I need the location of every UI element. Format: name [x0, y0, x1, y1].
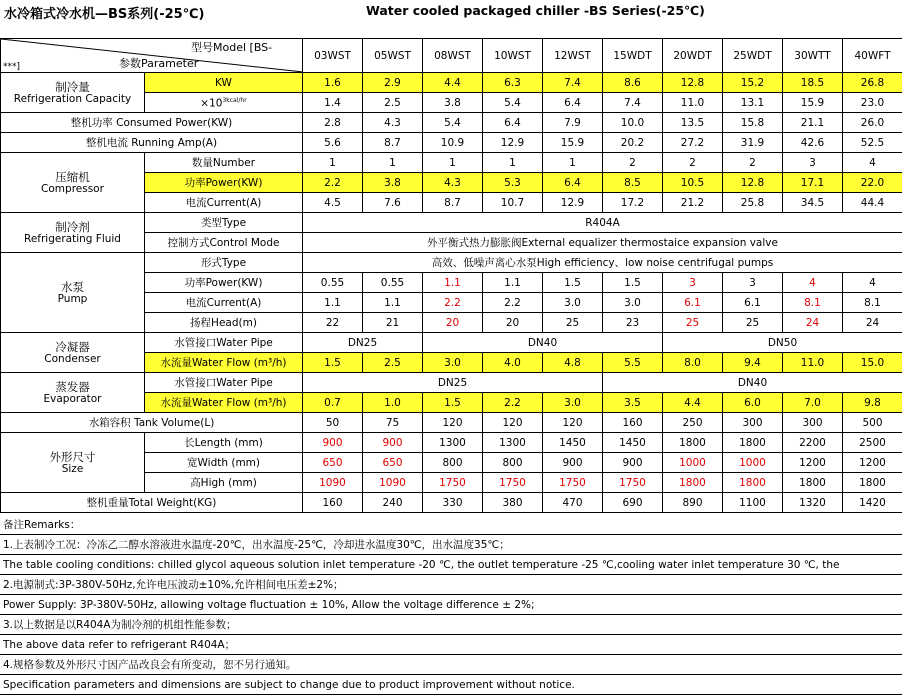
- cond-group-label: [1, 333, 145, 373]
- pump-current-value: 6.1: [663, 293, 723, 313]
- kcal-sup: 3kcal/hr: [222, 97, 246, 104]
- kcal-base: ×10: [200, 98, 222, 110]
- pump-power-value: 3: [723, 273, 783, 293]
- comp-current-value: 10.7: [483, 193, 543, 213]
- group-label-en: Condenser: [1, 353, 144, 365]
- cond-flow-value: 8.0: [663, 353, 723, 373]
- group-label-en: Compressor: [1, 183, 144, 195]
- comp-group-label: [1, 153, 145, 213]
- remark-line: Specification parameters and dimensions are subject to change due to product improvement without notice.: [0, 675, 902, 695]
- evap-flow-value: 3.0: [543, 393, 603, 413]
- ref-ctrl-value: 外平衡式热力膨胀阀External equalizer thermostaice expansion valve: [303, 233, 902, 253]
- len-value: 1300: [483, 433, 543, 453]
- tank-label: 水箱容积 Tank Volume(L): [1, 413, 303, 433]
- cap-kw-value: 1.6: [303, 73, 363, 93]
- cap-kcal-value: 13.1: [723, 93, 783, 113]
- cond-flow-value: 4.0: [483, 353, 543, 373]
- remark-line: The table cooling conditions: chilled glycol aqueous solution inlet temperature -20 ℃, the outlet temperature -25 ℃,cooling water inlet temperature 30 ℃, the: [0, 555, 902, 575]
- pump-current-value: 6.1: [723, 293, 783, 313]
- remark-line: Power Supply: 3P-380V-50Hz, allowing voltage fluctuation ± 10%, Allow the voltage difference ± 2%;: [0, 595, 902, 615]
- group-label-en: Pump: [1, 293, 144, 305]
- pump-head-value: 20: [483, 313, 543, 333]
- remark-line: 1.上表制冷工况：冷冻乙二醇水溶液进水温度-20℃，出水温度-25℃，冷却进水温度30℃，出水温度35℃；: [0, 535, 902, 555]
- pump-power-value: 3: [663, 273, 723, 293]
- evap-flow-value: 3.5: [603, 393, 663, 413]
- group-label-cn: 制冷剂: [1, 221, 144, 233]
- title-row: [0, 0, 902, 36]
- amp-value: 42.6: [783, 133, 843, 153]
- comp-power-value: 5.3: [483, 173, 543, 193]
- cond-pipe-label: 水管接口Water Pipe: [145, 333, 303, 353]
- model-column-header: 40WFT: [843, 39, 902, 73]
- comp-power-value: 12.8: [723, 173, 783, 193]
- group-label-en: Refrigerating Fluid: [1, 233, 144, 245]
- title-chinese: 水冷箱式冷水机—BS系列(-25℃): [4, 3, 204, 22]
- weight-row: [1, 493, 902, 513]
- len-value: 2200: [783, 433, 843, 453]
- group-label-cn: 外形尺寸: [1, 451, 144, 463]
- cap-kw-label: KW: [145, 73, 303, 93]
- pump-power-label: 功率Power(KW): [145, 273, 303, 293]
- spec-table: [0, 38, 902, 513]
- cap-kw-value: 12.8: [663, 73, 723, 93]
- pump-current-value: 8.1: [843, 293, 902, 313]
- cond-flow-value: 1.5: [303, 353, 363, 373]
- group-label-en: Size: [1, 463, 144, 475]
- title-english: Water cooled packaged chiller -BS Series(-25℃): [366, 3, 705, 18]
- comp-power-value: 10.5: [663, 173, 723, 193]
- model-parameter-header: [1, 39, 303, 73]
- len-value: 900: [363, 433, 423, 453]
- amp-row: [1, 133, 902, 153]
- remark-line: 3.以上数据是以R404A为制冷剂的机组性能参数；: [0, 615, 902, 635]
- pump-current-value: 1.1: [363, 293, 423, 313]
- amp-value: 31.9: [723, 133, 783, 153]
- comp-current-value: 21.2: [663, 193, 723, 213]
- remark-line: 4.规格参数及外形尺寸因产品改良会有所变动，恕不另行通知。: [0, 655, 902, 675]
- cap-group-label: [1, 73, 145, 113]
- amp-value: 20.2: [603, 133, 663, 153]
- weight-value: 330: [423, 493, 483, 513]
- amp-label: 整机电流 Running Amp(A): [1, 133, 303, 153]
- cond-flow-value: 2.5: [363, 353, 423, 373]
- pump-head-value: 25: [723, 313, 783, 333]
- comp-num-value: 2: [723, 153, 783, 173]
- cond-pipe-row: [1, 333, 902, 353]
- high-value: 1090: [303, 473, 363, 493]
- cap-kw-value: 4.4: [423, 73, 483, 93]
- pump-power-value: 0.55: [363, 273, 423, 293]
- spec-table-body: [1, 39, 902, 513]
- pump-power-value: 1.1: [423, 273, 483, 293]
- high-value: 1750: [603, 473, 663, 493]
- power-value: 7.9: [543, 113, 603, 133]
- group-label-cn: 压缩机: [1, 171, 144, 183]
- len-label: 长Length (mm): [145, 433, 303, 453]
- wid-value: 1000: [663, 453, 723, 473]
- pump-type-label: 形式Type: [145, 253, 303, 273]
- pump-power-value: 4: [783, 273, 843, 293]
- param-label: 参数Parameter: [119, 58, 198, 70]
- evap-pipe-value: DN40: [603, 373, 902, 393]
- amp-value: 10.9: [423, 133, 483, 153]
- weight-value: 1320: [783, 493, 843, 513]
- pump-current-value: 8.1: [783, 293, 843, 313]
- wid-value: 800: [423, 453, 483, 473]
- model-column-header: 10WST: [483, 39, 543, 73]
- pump-head-value: 24: [843, 313, 902, 333]
- model-column-header: 25WDT: [723, 39, 783, 73]
- comp-power-value: 17.1: [783, 173, 843, 193]
- comp-num-value: 4: [843, 153, 902, 173]
- cap-kcal-value: 2.5: [363, 93, 423, 113]
- len-value: 1450: [603, 433, 663, 453]
- pump-power-value: 0.55: [303, 273, 363, 293]
- cap-kcal-value: 7.4: [603, 93, 663, 113]
- model-suffix: ***]: [3, 61, 20, 73]
- tank-value: 300: [723, 413, 783, 433]
- ref-type-row: [1, 213, 902, 233]
- evap-group-label: [1, 373, 145, 413]
- power-value: 5.4: [423, 113, 483, 133]
- comp-current-value: 34.5: [783, 193, 843, 213]
- cap-kw-value: 18.5: [783, 73, 843, 93]
- power-row: [1, 113, 902, 133]
- cond-pipe-value: DN50: [663, 333, 902, 353]
- ref-ctrl-label: 控制方式Control Mode: [145, 233, 303, 253]
- pump-head-value: 22: [303, 313, 363, 333]
- high-value: 1750: [543, 473, 603, 493]
- group-label-cn: 冷凝器: [1, 341, 144, 353]
- high-value: 1800: [663, 473, 723, 493]
- ref-type-label: 类型Type: [145, 213, 303, 233]
- len-row: [1, 433, 902, 453]
- pump-current-value: 3.0: [543, 293, 603, 313]
- comp-num-value: 1: [543, 153, 603, 173]
- cap-kcal-value: 15.9: [783, 93, 843, 113]
- pump-current-value: 1.1: [303, 293, 363, 313]
- wid-value: 1200: [843, 453, 902, 473]
- cap-kw-row: [1, 73, 902, 93]
- comp-current-value: 8.7: [423, 193, 483, 213]
- pump-current-value: 3.0: [603, 293, 663, 313]
- comp-num-value: 1: [363, 153, 423, 173]
- cap-kw-value: 2.9: [363, 73, 423, 93]
- pump-head-value: 20: [423, 313, 483, 333]
- tank-value: 500: [843, 413, 902, 433]
- power-value: 26.0: [843, 113, 902, 133]
- pump-power-value: 1.5: [543, 273, 603, 293]
- cond-flow-label: 水流量Water Flow (m³/h): [145, 353, 303, 373]
- cond-flow-value: 9.4: [723, 353, 783, 373]
- evap-flow-value: 0.7: [303, 393, 363, 413]
- pump-head-value: 21: [363, 313, 423, 333]
- wid-label: 宽Width (mm): [145, 453, 303, 473]
- cond-pipe-value: DN40: [423, 333, 663, 353]
- pump-type-value: 高效、低噪声离心水泵High efficiency、low noise centrifugal pumps: [303, 253, 902, 273]
- high-value: 1750: [423, 473, 483, 493]
- cap-kw-value: 15.2: [723, 73, 783, 93]
- amp-value: 52.5: [843, 133, 902, 153]
- power-value: 4.3: [363, 113, 423, 133]
- wid-value: 800: [483, 453, 543, 473]
- high-value: 1800: [783, 473, 843, 493]
- model-column-header: 12WST: [543, 39, 603, 73]
- cap-kw-value: 8.6: [603, 73, 663, 93]
- comp-num-value: 1: [303, 153, 363, 173]
- tank-value: 120: [483, 413, 543, 433]
- comp-power-value: 3.8: [363, 173, 423, 193]
- weight-label: 整机重量Total Weight(KG): [1, 493, 303, 513]
- power-value: 10.0: [603, 113, 663, 133]
- tank-value: 75: [363, 413, 423, 433]
- comp-num-value: 3: [783, 153, 843, 173]
- pump-current-label: 电流Current(A): [145, 293, 303, 313]
- weight-value: 890: [663, 493, 723, 513]
- comp-power-value: 2.2: [303, 173, 363, 193]
- high-value: 1750: [483, 473, 543, 493]
- pump-type-row: [1, 253, 902, 273]
- pump-head-value: 25: [663, 313, 723, 333]
- cond-flow-value: 15.0: [843, 353, 902, 373]
- cond-pipe-value: DN25: [303, 333, 423, 353]
- pump-current-value: 2.2: [483, 293, 543, 313]
- len-value: 1450: [543, 433, 603, 453]
- cap-kcal-value: 11.0: [663, 93, 723, 113]
- model-column-header: 15WDT: [603, 39, 663, 73]
- header-row: [1, 39, 902, 73]
- tank-row: [1, 413, 902, 433]
- evap-flow-value: 6.0: [723, 393, 783, 413]
- len-value: 2500: [843, 433, 902, 453]
- weight-value: 380: [483, 493, 543, 513]
- len-value: 1800: [723, 433, 783, 453]
- comp-num-label: 数量Number: [145, 153, 303, 173]
- power-value: 13.5: [663, 113, 723, 133]
- amp-value: 27.2: [663, 133, 723, 153]
- len-value: 900: [303, 433, 363, 453]
- evap-flow-label: 水流量Water Flow (m³/h): [145, 393, 303, 413]
- evap-pipe-row: [1, 373, 902, 393]
- cap-kcal-label: [145, 93, 303, 113]
- pump-head-value: 25: [543, 313, 603, 333]
- len-value: 1300: [423, 433, 483, 453]
- wid-value: 650: [363, 453, 423, 473]
- wid-value: 1200: [783, 453, 843, 473]
- evap-flow-value: 1.5: [423, 393, 483, 413]
- evap-flow-value: 4.4: [663, 393, 723, 413]
- pump-group-label: [1, 253, 145, 333]
- remark-line: 备注Remarks：: [0, 515, 902, 535]
- amp-value: 15.9: [543, 133, 603, 153]
- power-value: 2.8: [303, 113, 363, 133]
- comp-current-value: 4.5: [303, 193, 363, 213]
- power-value: 15.8: [723, 113, 783, 133]
- evap-flow-value: 7.0: [783, 393, 843, 413]
- cap-kcal-value: 3.8: [423, 93, 483, 113]
- comp-current-value: 25.8: [723, 193, 783, 213]
- group-label-en: Evaporator: [1, 393, 144, 405]
- wid-value: 900: [603, 453, 663, 473]
- model-column-header: 30WTT: [783, 39, 843, 73]
- cond-flow-value: 5.5: [603, 353, 663, 373]
- evap-flow-value: 2.2: [483, 393, 543, 413]
- weight-value: 1100: [723, 493, 783, 513]
- comp-num-row: [1, 153, 902, 173]
- tank-value: 250: [663, 413, 723, 433]
- group-label-cn: 制冷量: [1, 81, 144, 93]
- pump-head-value: 24: [783, 313, 843, 333]
- comp-current-value: 12.9: [543, 193, 603, 213]
- remark-line: The above data refer to refrigerant R404A；: [0, 635, 902, 655]
- cap-kcal-value: 5.4: [483, 93, 543, 113]
- ref-type-value: R404A: [303, 213, 902, 233]
- wid-value: 900: [543, 453, 603, 473]
- group-label-cn: 水泵: [1, 281, 144, 293]
- tank-value: 300: [783, 413, 843, 433]
- high-label: 高High (mm): [145, 473, 303, 493]
- tank-value: 50: [303, 413, 363, 433]
- cap-kw-value: 26.8: [843, 73, 902, 93]
- cap-kw-value: 6.3: [483, 73, 543, 93]
- cond-flow-value: 3.0: [423, 353, 483, 373]
- weight-value: 470: [543, 493, 603, 513]
- model-column-header: 03WST: [303, 39, 363, 73]
- cond-flow-value: 11.0: [783, 353, 843, 373]
- comp-current-value: 44.4: [843, 193, 902, 213]
- cap-kcal-value: 6.4: [543, 93, 603, 113]
- pump-head-value: 23: [603, 313, 663, 333]
- comp-power-value: 6.4: [543, 173, 603, 193]
- comp-power-value: 22.0: [843, 173, 902, 193]
- wid-value: 650: [303, 453, 363, 473]
- weight-value: 160: [303, 493, 363, 513]
- evap-pipe-value: DN25: [303, 373, 603, 393]
- group-label-cn: 蒸发器: [1, 381, 144, 393]
- cond-flow-value: 4.8: [543, 353, 603, 373]
- high-value: 1800: [843, 473, 902, 493]
- comp-num-value: 1: [423, 153, 483, 173]
- evap-flow-value: 9.8: [843, 393, 902, 413]
- comp-power-value: 8.5: [603, 173, 663, 193]
- amp-value: 12.9: [483, 133, 543, 153]
- high-value: 1800: [723, 473, 783, 493]
- pump-power-value: 1.5: [603, 273, 663, 293]
- comp-power-value: 4.3: [423, 173, 483, 193]
- model-column-header: 05WST: [363, 39, 423, 73]
- len-value: 1800: [663, 433, 723, 453]
- power-value: 6.4: [483, 113, 543, 133]
- remark-line: 2.电源制式:3P-380V-50Hz,允许电压波动±10%,允许相间电压差±2%；: [0, 575, 902, 595]
- evap-flow-value: 1.0: [363, 393, 423, 413]
- size-group-label: [1, 433, 145, 493]
- model-column-header: 08WST: [423, 39, 483, 73]
- power-label: 整机功率 Consumed Power(KW): [1, 113, 303, 133]
- tank-value: 160: [603, 413, 663, 433]
- model-label: 型号Model [BS-: [191, 42, 272, 54]
- weight-value: 690: [603, 493, 663, 513]
- comp-num-value: 2: [663, 153, 723, 173]
- pump-current-value: 2.2: [423, 293, 483, 313]
- cap-kcal-value: 1.4: [303, 93, 363, 113]
- tank-value: 120: [423, 413, 483, 433]
- pump-head-label: 扬程Head(m): [145, 313, 303, 333]
- pump-power-value: 1.1: [483, 273, 543, 293]
- weight-value: 1420: [843, 493, 902, 513]
- ref-group-label: [1, 213, 145, 253]
- comp-num-value: 1: [483, 153, 543, 173]
- amp-value: 8.7: [363, 133, 423, 153]
- tank-value: 120: [543, 413, 603, 433]
- wid-value: 1000: [723, 453, 783, 473]
- weight-value: 240: [363, 493, 423, 513]
- comp-num-value: 2: [603, 153, 663, 173]
- cap-kcal-value: 23.0: [843, 93, 902, 113]
- high-value: 1090: [363, 473, 423, 493]
- amp-value: 5.6: [303, 133, 363, 153]
- power-value: 21.1: [783, 113, 843, 133]
- model-column-header: 20WDT: [663, 39, 723, 73]
- comp-current-value: 7.6: [363, 193, 423, 213]
- pump-power-value: 4: [843, 273, 902, 293]
- evap-pipe-label: 水管接口Water Pipe: [145, 373, 303, 393]
- comp-current-value: 17.2: [603, 193, 663, 213]
- comp-current-label: 电流Current(A): [145, 193, 303, 213]
- comp-power-label: 功率Power(KW): [145, 173, 303, 193]
- cap-kw-value: 7.4: [543, 73, 603, 93]
- group-label-en: Refrigeration Capacity: [1, 93, 144, 105]
